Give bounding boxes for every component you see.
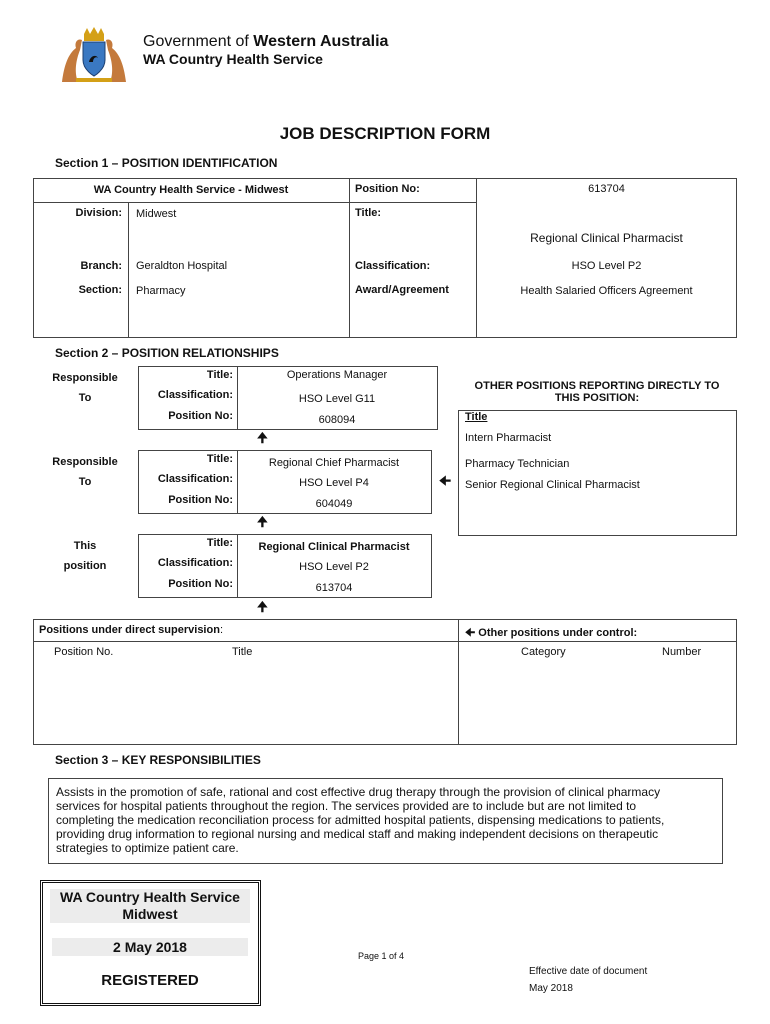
section1-heading: Section 1 – POSITION IDENTIFICATION [55,156,278,170]
chief-title-label: Title: [206,453,233,465]
effective-date-label: Effective date of document [529,966,648,977]
title-label: Title: [355,207,382,219]
manager-classification-label: Classification: [157,389,233,401]
to-label-1: To [78,392,92,404]
responsibility-line: completing the medication reconciliation process for admitted hospital patients, dispensing medications to patients, [56,813,665,827]
responsibility-line: strategies to optimize patient care. [56,841,239,855]
effective-date-value: May 2018 [529,983,573,994]
government-title: Government of Western Australia [143,33,389,50]
division-label: Division: [75,207,122,219]
supervision-label: Positions under direct supervision: [39,624,223,636]
chief-classification-label: Classification: [157,473,233,485]
this-title-label: Title: [206,537,233,549]
manager-classification: HSO Level G11 [298,393,376,405]
up-arrow-icon: 🠉 [257,430,268,445]
manager-title-label: Title: [206,369,233,381]
responsibility-line: Assists in the promotion of safe, rational and cost effective drug therapy through the provision of clinical pharmacy [56,785,661,799]
stamp-date: 2 May 2018 [52,938,248,956]
manager-position-no-label: Position No: [168,410,233,422]
to-label-2: To [78,476,92,488]
chief-title: Regional Chief Pharmacist [268,457,400,469]
left-arrow-icon: 🠈 [439,473,452,488]
sup-col-title: Title [232,646,253,658]
classification-label: Classification: [355,260,431,272]
ctrl-col-number: Number [662,646,702,658]
other-control-label: 🠈 Other positions under control: [465,627,638,639]
position-no-label: Position No: [355,183,420,195]
other-positions-box [458,410,737,536]
responsibility-line: providing drug information to regional nursing and medical staff and making independent decisions on therapeutic [56,827,659,841]
award-value: Health Salaried Officers Agreement [520,285,693,297]
other-positions-heading: OTHER POSITIONS REPORTING DIRECTLY TO THIS POSITION: [474,380,720,404]
responsible-label-1: Responsible [52,372,118,384]
this-classification: HSO Level P2 [299,561,369,573]
page-number: Page 1 of 4 [358,951,405,961]
division-value: Midwest [136,208,177,220]
responsible-label-2: Responsible [52,456,118,468]
section-value: Pharmacy [136,285,186,297]
classification-value: HSO Level P2 [571,260,642,272]
this-classification-label: Classification: [157,557,233,569]
branch-value: Geraldton Hospital [136,260,228,272]
position-no-value: 613704 [588,183,625,195]
branch-label: Branch: [80,260,122,272]
responsibility-line: services for hospital patients throughout the region. The services provided are to include but are not limited to [56,799,637,813]
stamp-org: WA Country Health Service Midwest [50,889,250,923]
up-arrow-icon: 🠉 [257,599,268,614]
section3-heading: Section 3 – KEY RESPONSIBILITIES [55,753,261,767]
page-title: JOB DESCRIPTION FORM [279,124,491,143]
ctrl-col-category: Category [521,646,566,658]
chief-position-no-label: Position No: [168,494,233,506]
sup-col-position-no: Position No. [54,646,114,658]
stamp-status: REGISTERED [101,972,199,989]
manager-position-no: 608094 [318,414,356,426]
section2-heading: Section 2 – POSITION RELATIONSHIPS [55,346,279,360]
key-responsibilities-box [48,778,723,864]
other-position-item: Pharmacy Technician [465,458,570,470]
title-value: Regional Clinical Pharmacist [530,231,683,245]
this-position-no-label: Position No: [168,578,233,590]
other-position-item: Intern Pharmacist [465,432,552,444]
org-name: WA Country Health Service - Midwest [93,184,289,196]
chief-classification: HSO Level P4 [299,477,369,489]
this-label: This [73,540,97,552]
position-label: position [63,560,107,572]
other-position-item: Senior Regional Clinical Pharmacist [465,479,640,491]
left-arrow-icon: 🠈 [465,627,479,639]
section-label: Section: [78,284,122,296]
this-title: Regional Clinical Pharmacist [258,541,410,553]
service-title: WA Country Health Service [143,51,323,67]
wa-crest-logo [56,26,132,84]
up-arrow-icon: 🠉 [257,514,268,529]
manager-title: Operations Manager [286,369,388,381]
chief-position-no: 604049 [315,498,353,510]
other-title-label: Title [465,411,488,423]
award-label: Award/Agreement [355,284,449,296]
this-position-no: 613704 [315,582,353,594]
